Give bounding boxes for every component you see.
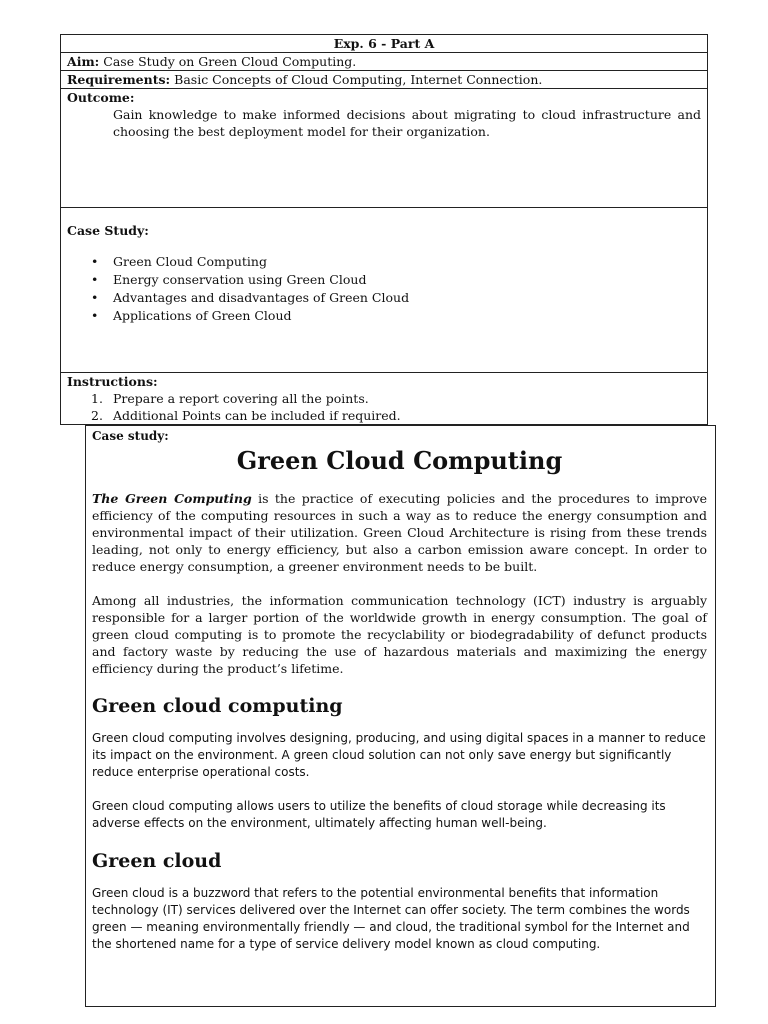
list-item: • Green Cloud Computing bbox=[113, 253, 701, 271]
paragraph-ict: Among all industries, the information communication technology (ICT) industry is arguably responsible for a larger portion of the worldwide growth in energy consumption. The goal of green cloud computing is to promote the recyclability or biodegradability of defunct products and factory waste by reducing the use of hazardous materials and maximizing the energy efficiency during the product’s lifetime. bbox=[92, 593, 707, 676]
outcome-text: Gain knowledge to make informed decisions about migrating to cloud infrastructure and choosing the best deployment model for their organization. bbox=[113, 107, 701, 139]
instructions-row bbox=[61, 372, 707, 424]
requirements-row bbox=[61, 70, 707, 88]
paragraph-intro bbox=[92, 490, 707, 575]
case-study-label: Case Study: bbox=[67, 223, 149, 238]
list-number: 1. bbox=[91, 391, 103, 406]
list-number: 2. bbox=[91, 408, 103, 423]
list-item: • Applications of Green Cloud bbox=[113, 307, 701, 325]
case-study-list bbox=[67, 253, 701, 325]
list-text: Additional Points can be included if required. bbox=[113, 408, 401, 423]
section-heading-green-cloud-computing: Green cloud computing bbox=[92, 695, 343, 717]
experiment-table bbox=[60, 34, 708, 425]
case-study-row bbox=[61, 207, 707, 372]
lead-phrase: The Green Computing bbox=[92, 491, 252, 506]
instructions-label: Instructions: bbox=[67, 374, 158, 389]
aim-row bbox=[61, 52, 707, 70]
list-item: • Energy conservation using Green Cloud bbox=[113, 271, 701, 289]
paragraph-buzzword: Green cloud is a buzzword that refers to the potential environmental benefits that information technology (IT) services delivered over the Internet can offer society. The term combines the words green — meaning environmentally friendly — and cloud, the traditional symbol for the Internet and the shortened name for a type of service delivery model known as cloud computing. bbox=[92, 886, 690, 951]
section-heading-green-cloud: Green cloud bbox=[92, 850, 222, 872]
list-item: • Advantages and disadvantages of Green Cloud bbox=[113, 289, 701, 307]
paragraph-benefits: Green cloud computing allows users to utilize the benefits of cloud storage while decreasing its adverse effects on the environment, ultimately affecting human well-being. bbox=[92, 799, 666, 830]
case-study-box-label: Case study: bbox=[92, 429, 169, 443]
outcome-label: Outcome: bbox=[67, 90, 135, 105]
case-study-box bbox=[85, 425, 716, 1007]
requirements-text: Basic Concepts of Cloud Computing, Internet Connection. bbox=[174, 72, 543, 87]
instructions-list bbox=[67, 390, 701, 424]
experiment-title: Exp. 6 - Part A bbox=[333, 36, 435, 51]
outcome-row bbox=[61, 88, 707, 207]
paragraph-definition: Green cloud computing involves designing, producing, and using digital spaces in a manner to reduce its impact on the environment. A green cloud solution can not only save energy but significantly reduce enterprise operational costs. bbox=[92, 731, 706, 779]
list-item bbox=[91, 407, 701, 424]
paragraph-text: is the practice of executing policies and the procedures to improve efficiency of the computing resources in such a way as to reduce the energy consumption and environmental impact of their utilization. Green Cloud Architecture is rising from these trends leading, not only to energy efficiency, but also a carbon emission aware concept. In order to reduce energy consumption, a greener environment needs to be built. bbox=[92, 491, 707, 574]
list-item bbox=[91, 390, 701, 407]
list-text: Prepare a report covering all the points. bbox=[113, 391, 369, 406]
document-title: Green Cloud Computing bbox=[236, 446, 563, 475]
aim-text: Case Study on Green Cloud Computing. bbox=[103, 54, 357, 69]
requirements-label: Requirements: bbox=[67, 72, 171, 87]
aim-label: Aim: bbox=[67, 54, 100, 69]
